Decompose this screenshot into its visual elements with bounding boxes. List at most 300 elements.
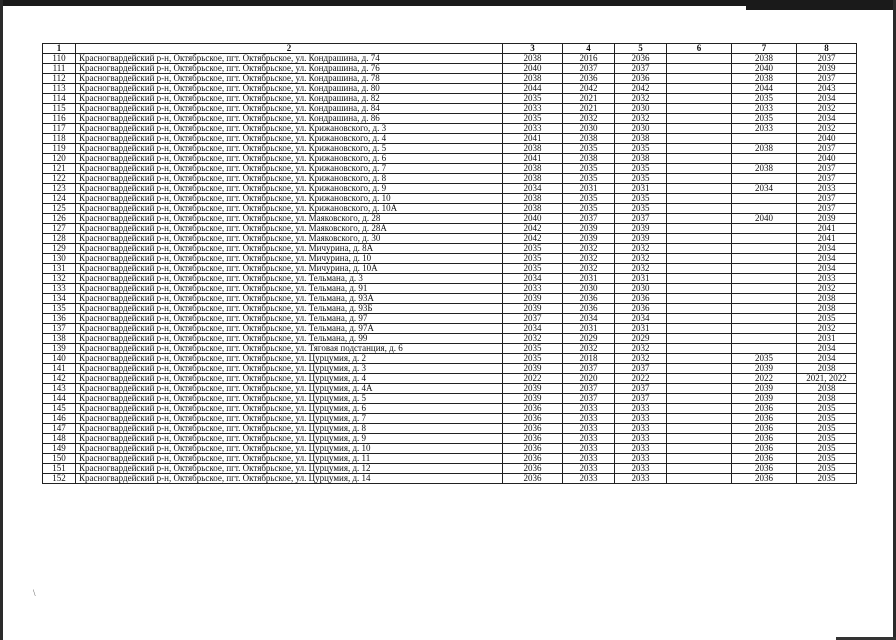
cell-row-number: 152 bbox=[43, 474, 76, 484]
cell-year-col-6 bbox=[667, 74, 732, 84]
cell-year-col-6 bbox=[667, 404, 732, 414]
cell-year-col-6 bbox=[667, 254, 732, 264]
cell-address: Красногвардейский р-н, Октябрьское, пгт. Октябрьское, ул. Крижановского, д. 8 bbox=[76, 174, 503, 184]
cell-year-col-5: 2022 bbox=[615, 374, 667, 384]
cell-year-col-8: 2035 bbox=[797, 434, 857, 444]
cell-year-col-6 bbox=[667, 184, 732, 194]
cell-year-col-6 bbox=[667, 84, 732, 94]
cell-year-col-8: 2033 bbox=[797, 184, 857, 194]
table-row bbox=[43, 144, 857, 154]
cell-year-col-7: 2040 bbox=[732, 214, 797, 224]
cell-row-number: 138 bbox=[43, 334, 76, 344]
cell-year-col-6 bbox=[667, 174, 732, 184]
cell-year-col-5: 2036 bbox=[615, 304, 667, 314]
cell-year-col-7 bbox=[732, 224, 797, 234]
cell-year-col-7: 2038 bbox=[732, 164, 797, 174]
cell-year-col-4: 2033 bbox=[563, 464, 615, 474]
cell-year-col-7: 2038 bbox=[732, 144, 797, 154]
cell-year-col-4: 2030 bbox=[563, 284, 615, 294]
cell-year-col-4: 2016 bbox=[563, 54, 615, 64]
cell-year-col-3: 2038 bbox=[503, 54, 563, 64]
table-row bbox=[43, 54, 857, 64]
cell-row-number: 141 bbox=[43, 364, 76, 374]
cell-year-col-8: 2034 bbox=[797, 264, 857, 274]
header-cell: 6 bbox=[667, 44, 732, 54]
cell-year-col-4: 2037 bbox=[563, 384, 615, 394]
cell-year-col-4: 2035 bbox=[563, 204, 615, 214]
cell-year-col-4: 2035 bbox=[563, 174, 615, 184]
cell-year-col-5: 2033 bbox=[615, 454, 667, 464]
cell-year-col-5: 2029 bbox=[615, 334, 667, 344]
cell-year-col-3: 2035 bbox=[503, 354, 563, 364]
cell-year-col-3: 2035 bbox=[503, 94, 563, 104]
scan-edge-left bbox=[0, 0, 3, 640]
cell-year-col-3: 2036 bbox=[503, 424, 563, 434]
cell-year-col-3: 2039 bbox=[503, 394, 563, 404]
cell-year-col-4: 2037 bbox=[563, 394, 615, 404]
cell-row-number: 132 bbox=[43, 274, 76, 284]
cell-row-number: 123 bbox=[43, 184, 76, 194]
cell-year-col-5: 2037 bbox=[615, 384, 667, 394]
cell-address: Красногвардейский р-н, Октябрьское, пгт. Октябрьское, ул. Мичурина, д. 10 bbox=[76, 254, 503, 264]
cell-year-col-4: 2033 bbox=[563, 414, 615, 424]
cell-address: Красногвардейский р-н, Октябрьское, пгт. Октябрьское, ул. Цурцумия, д. 4 bbox=[76, 374, 503, 384]
table-header-row bbox=[43, 44, 857, 54]
cell-row-number: 151 bbox=[43, 464, 76, 474]
cell-year-col-7 bbox=[732, 204, 797, 214]
cell-year-col-5: 2035 bbox=[615, 144, 667, 154]
cell-year-col-8: 2032 bbox=[797, 104, 857, 114]
cell-year-col-4: 2032 bbox=[563, 264, 615, 274]
table-row bbox=[43, 334, 857, 344]
cell-address: Красногвардейский р-н, Октябрьское, пгт. Октябрьское, ул. Цурцумия, д. 7 bbox=[76, 414, 503, 424]
cell-year-col-4: 2021 bbox=[563, 104, 615, 114]
cell-address: Красногвардейский р-н, Октябрьское, пгт. Октябрьское, ул. Цурцумия, д. 12 bbox=[76, 464, 503, 474]
cell-year-col-7: 2039 bbox=[732, 394, 797, 404]
cell-year-col-6 bbox=[667, 474, 732, 484]
cell-row-number: 148 bbox=[43, 434, 76, 444]
cell-year-col-6 bbox=[667, 454, 732, 464]
cell-year-col-8: 2035 bbox=[797, 314, 857, 324]
cell-year-col-3: 2039 bbox=[503, 384, 563, 394]
cell-row-number: 130 bbox=[43, 254, 76, 264]
cell-year-col-7: 2036 bbox=[732, 404, 797, 414]
cell-year-col-5: 2030 bbox=[615, 124, 667, 134]
table-row bbox=[43, 384, 857, 394]
cell-year-col-7: 2038 bbox=[732, 54, 797, 64]
cell-address: Красногвардейский р-н, Октябрьское, пгт. Октябрьское, ул. Крижановского, д. 9 bbox=[76, 184, 503, 194]
cell-address: Красногвардейский р-н, Октябрьское, пгт. Октябрьское, ул. Крижановского, д. 10А bbox=[76, 204, 503, 214]
cell-row-number: 144 bbox=[43, 394, 76, 404]
cell-year-col-6 bbox=[667, 364, 732, 374]
table-row bbox=[43, 434, 857, 444]
cell-year-col-5: 2034 bbox=[615, 314, 667, 324]
cell-address: Красногвардейский р-н, Октябрьское, пгт. Октябрьское, ул. Тельмана, д. 97А bbox=[76, 324, 503, 334]
table-row bbox=[43, 154, 857, 164]
cell-row-number: 129 bbox=[43, 244, 76, 254]
cell-row-number: 139 bbox=[43, 344, 76, 354]
table-row bbox=[43, 274, 857, 284]
cell-year-col-7: 2036 bbox=[732, 424, 797, 434]
cell-year-col-8: 2035 bbox=[797, 464, 857, 474]
cell-year-col-6 bbox=[667, 144, 732, 154]
cell-year-col-7: 2022 bbox=[732, 374, 797, 384]
document-table-wrapper bbox=[42, 43, 857, 484]
cell-year-col-4: 2031 bbox=[563, 274, 615, 284]
cell-year-col-3: 2036 bbox=[503, 434, 563, 444]
cell-year-col-5: 2037 bbox=[615, 394, 667, 404]
cell-address: Красногвардейский р-н, Октябрьское, пгт. Октябрьское, ул. Цурцумия, д. 10 bbox=[76, 444, 503, 454]
cell-year-col-7 bbox=[732, 194, 797, 204]
cell-row-number: 125 bbox=[43, 204, 76, 214]
cell-year-col-3: 2036 bbox=[503, 464, 563, 474]
cell-year-col-4: 2020 bbox=[563, 374, 615, 384]
cell-year-col-7 bbox=[732, 234, 797, 244]
cell-year-col-8: 2038 bbox=[797, 364, 857, 374]
cell-year-col-4: 2030 bbox=[563, 124, 615, 134]
table-row bbox=[43, 294, 857, 304]
cell-row-number: 145 bbox=[43, 404, 76, 414]
cell-year-col-8: 2034 bbox=[797, 354, 857, 364]
cell-year-col-6 bbox=[667, 94, 732, 104]
table-row bbox=[43, 114, 857, 124]
table-row bbox=[43, 84, 857, 94]
cell-year-col-8: 2037 bbox=[797, 74, 857, 84]
cell-year-col-4: 2032 bbox=[563, 244, 615, 254]
cell-year-col-7: 2038 bbox=[732, 74, 797, 84]
cell-address: Красногвардейский р-н, Октябрьское, пгт. Октябрьское, ул. Кондрашина, д. 76 bbox=[76, 64, 503, 74]
cell-year-col-6 bbox=[667, 214, 732, 224]
cell-year-col-5: 2037 bbox=[615, 364, 667, 374]
cell-year-col-4: 2037 bbox=[563, 64, 615, 74]
cell-year-col-5: 2031 bbox=[615, 324, 667, 334]
cell-year-col-5: 2033 bbox=[615, 424, 667, 434]
header-cell: 2 bbox=[76, 44, 503, 54]
cell-row-number: 140 bbox=[43, 354, 76, 364]
cell-year-col-8: 2039 bbox=[797, 64, 857, 74]
table-row bbox=[43, 374, 857, 384]
cell-year-col-6 bbox=[667, 64, 732, 74]
cell-year-col-3: 2041 bbox=[503, 134, 563, 144]
table-row bbox=[43, 464, 857, 474]
cell-year-col-7: 2036 bbox=[732, 474, 797, 484]
table-row bbox=[43, 314, 857, 324]
table-row bbox=[43, 94, 857, 104]
cell-row-number: 142 bbox=[43, 374, 76, 384]
cell-year-col-8: 2032 bbox=[797, 124, 857, 134]
cell-address: Красногвардейский р-н, Октябрьское, пгт. Октябрьское, ул. Цурцумия, д. 14 bbox=[76, 474, 503, 484]
cell-year-col-7 bbox=[732, 294, 797, 304]
cell-year-col-7: 2040 bbox=[732, 64, 797, 74]
cell-year-col-5: 2032 bbox=[615, 354, 667, 364]
cell-year-col-3: 2035 bbox=[503, 254, 563, 264]
cell-year-col-8: 2038 bbox=[797, 384, 857, 394]
cell-year-col-3: 2038 bbox=[503, 174, 563, 184]
cell-year-col-7 bbox=[732, 344, 797, 354]
cell-year-col-6 bbox=[667, 104, 732, 114]
cell-year-col-5: 2033 bbox=[615, 434, 667, 444]
cell-year-col-8: 2031 bbox=[797, 334, 857, 344]
cell-year-col-6 bbox=[667, 434, 732, 444]
cell-year-col-6 bbox=[667, 424, 732, 434]
cell-year-col-8: 2037 bbox=[797, 194, 857, 204]
cell-year-col-4: 2036 bbox=[563, 294, 615, 304]
table-row bbox=[43, 184, 857, 194]
table-row bbox=[43, 344, 857, 354]
table-row bbox=[43, 404, 857, 414]
cell-year-col-5: 2042 bbox=[615, 84, 667, 94]
cell-year-col-5: 2032 bbox=[615, 344, 667, 354]
cell-year-col-4: 2042 bbox=[563, 84, 615, 94]
table-row bbox=[43, 424, 857, 434]
cell-year-col-4: 2036 bbox=[563, 74, 615, 84]
table-row bbox=[43, 324, 857, 334]
cell-year-col-8: 2034 bbox=[797, 94, 857, 104]
cell-year-col-7: 2039 bbox=[732, 384, 797, 394]
cell-year-col-7: 2036 bbox=[732, 444, 797, 454]
cell-year-col-3: 2036 bbox=[503, 474, 563, 484]
cell-year-col-8: 2040 bbox=[797, 154, 857, 164]
cell-year-col-3: 2032 bbox=[503, 334, 563, 344]
cell-row-number: 122 bbox=[43, 174, 76, 184]
cell-year-col-3: 2036 bbox=[503, 404, 563, 414]
table-row bbox=[43, 444, 857, 454]
cell-year-col-6 bbox=[667, 124, 732, 134]
table-row bbox=[43, 224, 857, 234]
cell-year-col-7 bbox=[732, 254, 797, 264]
cell-year-col-3: 2038 bbox=[503, 144, 563, 154]
scan-edge-top-right bbox=[746, 0, 896, 10]
cell-year-col-7: 2036 bbox=[732, 454, 797, 464]
cell-year-col-7: 2036 bbox=[732, 414, 797, 424]
cell-address: Красногвардейский р-н, Октябрьское, пгт. Октябрьское, ул. Кондрашина, д. 86 bbox=[76, 114, 503, 124]
table-row bbox=[43, 174, 857, 184]
cell-year-col-6 bbox=[667, 324, 732, 334]
cell-year-col-4: 2033 bbox=[563, 444, 615, 454]
table-row bbox=[43, 134, 857, 144]
cell-year-col-4: 2033 bbox=[563, 454, 615, 464]
cell-year-col-4: 2034 bbox=[563, 314, 615, 324]
cell-year-col-3: 2035 bbox=[503, 344, 563, 354]
cell-year-col-6 bbox=[667, 114, 732, 124]
cell-year-col-5: 2039 bbox=[615, 234, 667, 244]
table-row bbox=[43, 474, 857, 484]
cell-year-col-8: 2034 bbox=[797, 244, 857, 254]
header-cell: 1 bbox=[43, 44, 76, 54]
cell-year-col-4: 2037 bbox=[563, 214, 615, 224]
cell-row-number: 126 bbox=[43, 214, 76, 224]
cell-row-number: 143 bbox=[43, 384, 76, 394]
cell-row-number: 150 bbox=[43, 454, 76, 464]
cell-row-number: 137 bbox=[43, 324, 76, 334]
cell-address: Красногвардейский р-н, Октябрьское, пгт. Октябрьское, ул. Крижановского, д. 10 bbox=[76, 194, 503, 204]
cell-address: Красногвардейский р-н, Октябрьское, пгт. Октябрьское, ул. Тельмана, д. 99 bbox=[76, 334, 503, 344]
cell-year-col-5: 2032 bbox=[615, 94, 667, 104]
cell-year-col-5: 2037 bbox=[615, 214, 667, 224]
cell-year-col-4: 2032 bbox=[563, 114, 615, 124]
cell-year-col-3: 2038 bbox=[503, 194, 563, 204]
cell-address: Красногвардейский р-н, Октябрьское, пгт. Октябрьское, ул. Маяковского, д. 28А bbox=[76, 224, 503, 234]
cell-year-col-6 bbox=[667, 224, 732, 234]
cell-year-col-5: 2035 bbox=[615, 204, 667, 214]
cell-row-number: 149 bbox=[43, 444, 76, 454]
cell-year-col-3: 2034 bbox=[503, 324, 563, 334]
cell-address: Красногвардейский р-н, Октябрьское, пгт. Октябрьское, ул. Цурцумия, д. 8 bbox=[76, 424, 503, 434]
cell-address: Красногвардейский р-н, Октябрьское, пгт. Октябрьское, ул. Кондрашина, д. 78 bbox=[76, 74, 503, 84]
header-cell: 3 bbox=[503, 44, 563, 54]
table-row bbox=[43, 74, 857, 84]
cell-year-col-8: 2035 bbox=[797, 424, 857, 434]
cell-year-col-8: 2041 bbox=[797, 234, 857, 244]
cell-address: Красногвардейский р-н, Октябрьское, пгт. Октябрьское, ул. Цурцумия, д. 11 bbox=[76, 454, 503, 464]
table-row bbox=[43, 214, 857, 224]
table-body bbox=[43, 54, 857, 484]
cell-address: Красногвардейский р-н, Октябрьское, пгт. Октябрьское, ул. Тельмана, д. 93Б bbox=[76, 304, 503, 314]
cell-address: Красногвардейский р-н, Октябрьское, пгт. Октябрьское, ул. Тельмана, д. 93А bbox=[76, 294, 503, 304]
cell-year-col-7 bbox=[732, 314, 797, 324]
cell-year-col-6 bbox=[667, 264, 732, 274]
cell-year-col-7: 2036 bbox=[732, 464, 797, 474]
cell-year-col-6 bbox=[667, 244, 732, 254]
cell-year-col-5: 2033 bbox=[615, 404, 667, 414]
cell-year-col-8: 2032 bbox=[797, 284, 857, 294]
cell-year-col-4: 2033 bbox=[563, 474, 615, 484]
cell-row-number: 131 bbox=[43, 264, 76, 274]
cell-year-col-6 bbox=[667, 274, 732, 284]
cell-year-col-7: 2034 bbox=[732, 184, 797, 194]
cell-year-col-3: 2035 bbox=[503, 114, 563, 124]
cell-row-number: 124 bbox=[43, 194, 76, 204]
cell-year-col-4: 2031 bbox=[563, 324, 615, 334]
cell-year-col-5: 2036 bbox=[615, 294, 667, 304]
cell-year-col-5: 2035 bbox=[615, 164, 667, 174]
header-cell: 4 bbox=[563, 44, 615, 54]
cell-year-col-6 bbox=[667, 54, 732, 64]
cell-year-col-6 bbox=[667, 344, 732, 354]
cell-row-number: 127 bbox=[43, 224, 76, 234]
cell-year-col-6 bbox=[667, 394, 732, 404]
cell-row-number: 111 bbox=[43, 64, 76, 74]
cell-year-col-7 bbox=[732, 274, 797, 284]
cell-row-number: 147 bbox=[43, 424, 76, 434]
cell-year-col-3: 2033 bbox=[503, 284, 563, 294]
cell-year-col-8: 2021, 2022 bbox=[797, 374, 857, 384]
cell-year-col-4: 2018 bbox=[563, 354, 615, 364]
cell-address: Красногвардейский р-н, Октябрьское, пгт. Октябрьское, ул. Кондрашина, д. 80 bbox=[76, 84, 503, 94]
cell-year-col-3: 2036 bbox=[503, 444, 563, 454]
table-row bbox=[43, 104, 857, 114]
cell-year-col-5: 2035 bbox=[615, 174, 667, 184]
cell-year-col-8: 2035 bbox=[797, 454, 857, 464]
cell-year-col-5: 2039 bbox=[615, 224, 667, 234]
cell-row-number: 133 bbox=[43, 284, 76, 294]
cell-year-col-4: 2039 bbox=[563, 234, 615, 244]
cell-year-col-5: 2036 bbox=[615, 74, 667, 84]
cell-year-col-8: 2037 bbox=[797, 164, 857, 174]
cell-row-number: 121 bbox=[43, 164, 76, 174]
cell-year-col-3: 2040 bbox=[503, 64, 563, 74]
cell-year-col-4: 2035 bbox=[563, 144, 615, 154]
cell-year-col-7: 2033 bbox=[732, 104, 797, 114]
cell-year-col-3: 2022 bbox=[503, 374, 563, 384]
table-row bbox=[43, 454, 857, 464]
cell-year-col-4: 2033 bbox=[563, 424, 615, 434]
cell-year-col-6 bbox=[667, 234, 732, 244]
cell-row-number: 146 bbox=[43, 414, 76, 424]
cell-year-col-4: 2038 bbox=[563, 134, 615, 144]
cell-year-col-3: 2036 bbox=[503, 414, 563, 424]
cell-year-col-7 bbox=[732, 304, 797, 314]
cell-year-col-3: 2041 bbox=[503, 154, 563, 164]
cell-year-col-3: 2039 bbox=[503, 364, 563, 374]
cell-year-col-4: 2035 bbox=[563, 164, 615, 174]
cell-year-col-3: 2040 bbox=[503, 214, 563, 224]
cell-year-col-6 bbox=[667, 134, 732, 144]
cell-year-col-7 bbox=[732, 134, 797, 144]
cell-year-col-5: 2030 bbox=[615, 104, 667, 114]
table-row bbox=[43, 244, 857, 254]
cell-year-col-4: 2032 bbox=[563, 254, 615, 264]
cell-year-col-4: 2029 bbox=[563, 334, 615, 344]
table-row bbox=[43, 164, 857, 174]
cell-year-col-6 bbox=[667, 444, 732, 454]
cell-year-col-7 bbox=[732, 334, 797, 344]
cell-row-number: 117 bbox=[43, 124, 76, 134]
cell-year-col-3: 2042 bbox=[503, 224, 563, 234]
table-row bbox=[43, 194, 857, 204]
cell-year-col-3: 2034 bbox=[503, 184, 563, 194]
table-row bbox=[43, 204, 857, 214]
cell-row-number: 135 bbox=[43, 304, 76, 314]
cell-year-col-7 bbox=[732, 264, 797, 274]
cell-year-col-3: 2035 bbox=[503, 244, 563, 254]
cell-row-number: 113 bbox=[43, 84, 76, 94]
header-cell: 7 bbox=[732, 44, 797, 54]
cell-address: Красногвардейский р-н, Октябрьское, пгт. Октябрьское, ул. Тельмана, д. 3 bbox=[76, 274, 503, 284]
cell-row-number: 128 bbox=[43, 234, 76, 244]
cell-year-col-4: 2031 bbox=[563, 184, 615, 194]
cell-year-col-3: 2042 bbox=[503, 234, 563, 244]
cell-year-col-6 bbox=[667, 314, 732, 324]
cell-year-col-3: 2034 bbox=[503, 274, 563, 284]
cell-year-col-3: 2039 bbox=[503, 304, 563, 314]
cell-address: Красногвардейский р-н, Октябрьское, пгт. Октябрьское, ул. Крижановского, д. 4 bbox=[76, 134, 503, 144]
cell-year-col-7 bbox=[732, 324, 797, 334]
cell-address: Красногвардейский р-н, Октябрьское, пгт. Октябрьское, ул. Цурцумия, д. 5 bbox=[76, 394, 503, 404]
cell-year-col-7: 2035 bbox=[732, 354, 797, 364]
cell-year-col-6 bbox=[667, 414, 732, 424]
cell-year-col-6 bbox=[667, 284, 732, 294]
cell-year-col-8: 2035 bbox=[797, 444, 857, 454]
cell-year-col-4: 2037 bbox=[563, 364, 615, 374]
cell-year-col-5: 2031 bbox=[615, 184, 667, 194]
cell-year-col-8: 2037 bbox=[797, 204, 857, 214]
cell-year-col-5: 2035 bbox=[615, 194, 667, 204]
cell-year-col-3: 2038 bbox=[503, 74, 563, 84]
header-cell: 5 bbox=[615, 44, 667, 54]
cell-year-col-8: 2039 bbox=[797, 214, 857, 224]
cell-year-col-8: 2037 bbox=[797, 54, 857, 64]
cell-address: Красногвардейский р-н, Октябрьское, пгт. Октябрьское, ул. Маяковского, д. 30 bbox=[76, 234, 503, 244]
table-row bbox=[43, 64, 857, 74]
cell-address: Красногвардейский р-н, Октябрьское, пгт. Октябрьское, ул. Цурцумия, д. 2 bbox=[76, 354, 503, 364]
cell-year-col-5: 2033 bbox=[615, 444, 667, 454]
cell-year-col-6 bbox=[667, 194, 732, 204]
cell-year-col-3: 2035 bbox=[503, 264, 563, 274]
cell-row-number: 110 bbox=[43, 54, 76, 64]
cell-row-number: 118 bbox=[43, 134, 76, 144]
cell-address: Красногвардейский р-н, Октябрьское, пгт. Октябрьское, ул. Тельмана, д. 97 bbox=[76, 314, 503, 324]
